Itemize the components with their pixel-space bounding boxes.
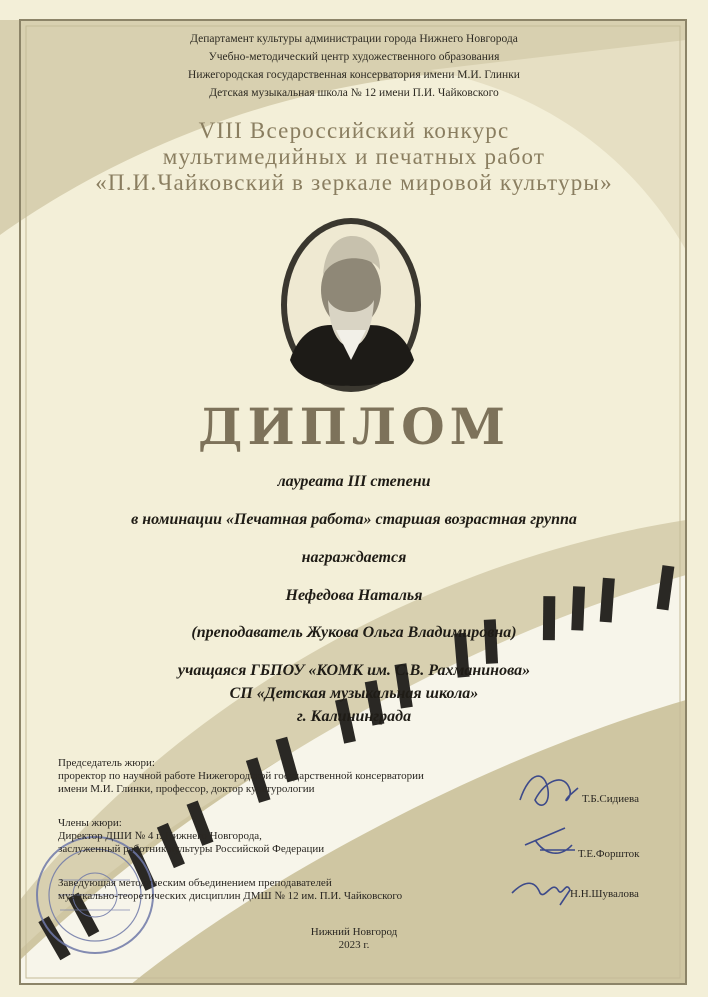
school-line-2: СП «Детская музыкальная школа» [229, 685, 479, 702]
contest-title [0, 118, 708, 196]
jury-chair-name: Т.Б.Сидиева [582, 793, 639, 805]
recipient-name: Нефедова Наталья [285, 587, 423, 604]
jury-member-desc: музыкально-теоретических дисциплин ДМШ № 12 им. П.И. Чайковского [58, 890, 403, 902]
jury-member-desc: заслуженный работник культуры Российской Федерации [58, 843, 325, 855]
jury-members-label: Члены жюри: [58, 817, 122, 829]
footer [0, 926, 708, 952]
contest-title-line: VIII Всероссийский конкурс [198, 118, 510, 143]
school-line-1: учащаяся ГБПОУ «КОМК им. С.В. Рахманинова» [177, 662, 531, 679]
jury-member2-block [58, 877, 518, 903]
jury-member-name: Т.Е.Форшток [578, 848, 640, 860]
degree-line: лауреата III степени [277, 473, 431, 490]
header-line: Департамент культуры администрации города Нижнего Новгорода [190, 33, 518, 45]
diploma-title: ДИПЛОМ [197, 397, 511, 456]
footer-city: Нижний Новгород [310, 926, 398, 938]
jury-members-block [58, 817, 518, 856]
awarded-line: награждается [301, 549, 407, 566]
contest-title-line: мультимедийных и печатных работ [162, 144, 546, 169]
school-line-3: г. Калининграда [296, 708, 412, 725]
teacher-line: (преподаватель Жукова Ольга Владимировна) [191, 624, 517, 641]
header-line: Учебно-методический центр художественного образования [208, 51, 500, 63]
footer-year: 2023 г. [338, 939, 370, 951]
jury-member-name: Н.Н.Шувалова [570, 888, 639, 900]
nomination-line: в номинации «Печатная работа» старшая возрастная группа [131, 511, 577, 528]
jury-member-desc: Директор ДШИ № 4 г. Нижнего Новгорода, [58, 830, 262, 842]
jury-chair-block [58, 757, 518, 796]
jury-chair-desc: имени М.И. Глинки, профессор, доктор культурологии [58, 783, 315, 795]
jury-member-desc: Заведующая методическим объединением преподавателей [58, 877, 332, 889]
header-organisations [0, 30, 708, 102]
header-line: Нижегородская государственная консерватория имени М.И. Глинки [188, 69, 520, 81]
jury-chair-desc: проректор по научной работе Нижегородской государственной консерватории [58, 770, 424, 782]
jury-chair-label: Председатель жюри: [58, 757, 155, 769]
contest-title-line: «П.И.Чайковский в зеркале мировой культуры» [95, 170, 613, 195]
portrait-medallion [281, 218, 421, 392]
header-line: Детская музыкальная школа № 12 имени П.И. Чайковского [209, 87, 499, 99]
